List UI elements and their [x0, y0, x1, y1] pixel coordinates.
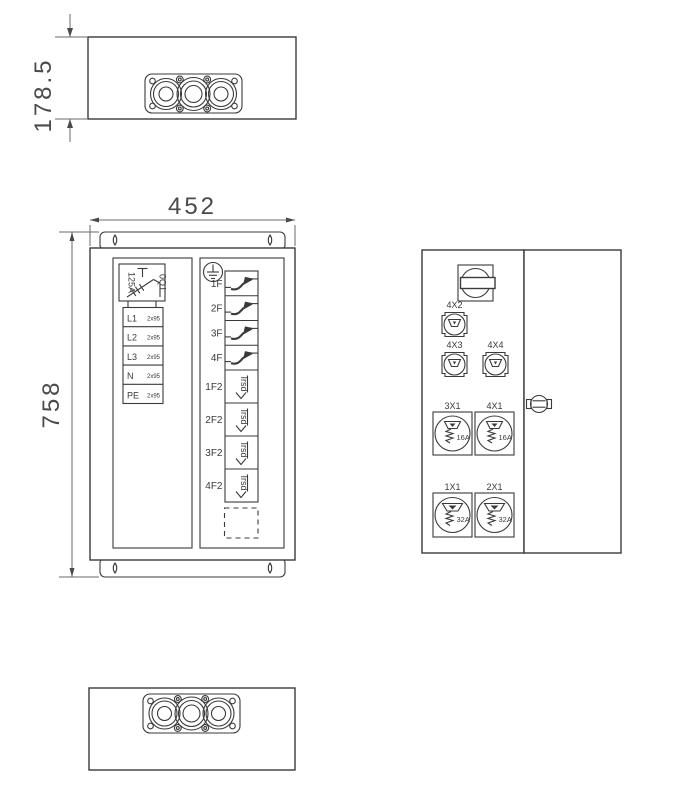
- socket-label: 4X4: [487, 340, 504, 350]
- rcd-label: 2F2: [205, 415, 223, 426]
- socket-label: 4X2: [446, 300, 463, 310]
- mount-hole: [113, 235, 116, 245]
- socket-label: 2X1: [486, 482, 503, 492]
- socket-label: 1X1: [444, 482, 461, 492]
- rcd-label: 1F2: [205, 382, 223, 393]
- front-view: [38, 193, 295, 577]
- breaker-label: 3F: [210, 328, 223, 340]
- terminal-label: N: [127, 371, 134, 382]
- rcd-marking: Irsd: [239, 376, 249, 392]
- socket-label: 4X3: [446, 340, 463, 350]
- top-view: [30, 14, 296, 142]
- dimension-front-width: [90, 193, 295, 246]
- socket-rating: 32A: [498, 515, 512, 524]
- socket-label: 4X1: [486, 401, 503, 411]
- mount-flange-bottom: [100, 558, 285, 577]
- terminal-spec: 2x95: [146, 374, 160, 381]
- terminal-label: L2: [127, 332, 138, 343]
- dim-front-width-value: 452: [167, 193, 218, 220]
- mount-hole: [113, 563, 116, 573]
- terminal-label: L3: [127, 351, 138, 362]
- dim-top-height-value: 178.5: [30, 57, 57, 133]
- rcd-marking: Irsd: [239, 442, 249, 458]
- breaker-label: 4F: [210, 353, 223, 364]
- rcd-label: 3F2: [205, 448, 223, 459]
- main-switch-rating: 125A: [126, 271, 137, 294]
- dimension-top-height: [30, 14, 87, 142]
- terminal-spec: 2x95: [146, 335, 160, 342]
- terminal-label: PE: [127, 390, 140, 401]
- socket-rating: 16A: [456, 433, 470, 442]
- mount-hole: [268, 563, 271, 573]
- terminal-label: L1: [127, 313, 138, 324]
- side-view-door: [422, 250, 524, 553]
- rcd-marking: Irsd: [239, 475, 249, 491]
- bottom-view: [89, 688, 295, 770]
- terminal-spec: 2x95: [146, 393, 160, 400]
- dim-front-height-value: 758: [38, 379, 65, 429]
- socket-rating: 16A: [498, 433, 512, 442]
- socket-rating: 32A: [456, 515, 470, 524]
- breaker-label: 1F: [210, 279, 223, 290]
- side-view-cabinet: [524, 250, 621, 553]
- mount-hole: [268, 235, 271, 245]
- socket-label: 3X1: [444, 401, 461, 411]
- rcd-label: 4F2: [205, 481, 223, 492]
- side-view: [422, 250, 621, 553]
- terminal-spec: 2x95: [146, 354, 160, 361]
- terminal-spec: 2x95: [146, 316, 160, 323]
- main-switch-designation: 0Q1: [157, 273, 168, 292]
- breaker-label: 2F: [210, 303, 223, 315]
- rcd-marking: Irsd: [239, 409, 249, 425]
